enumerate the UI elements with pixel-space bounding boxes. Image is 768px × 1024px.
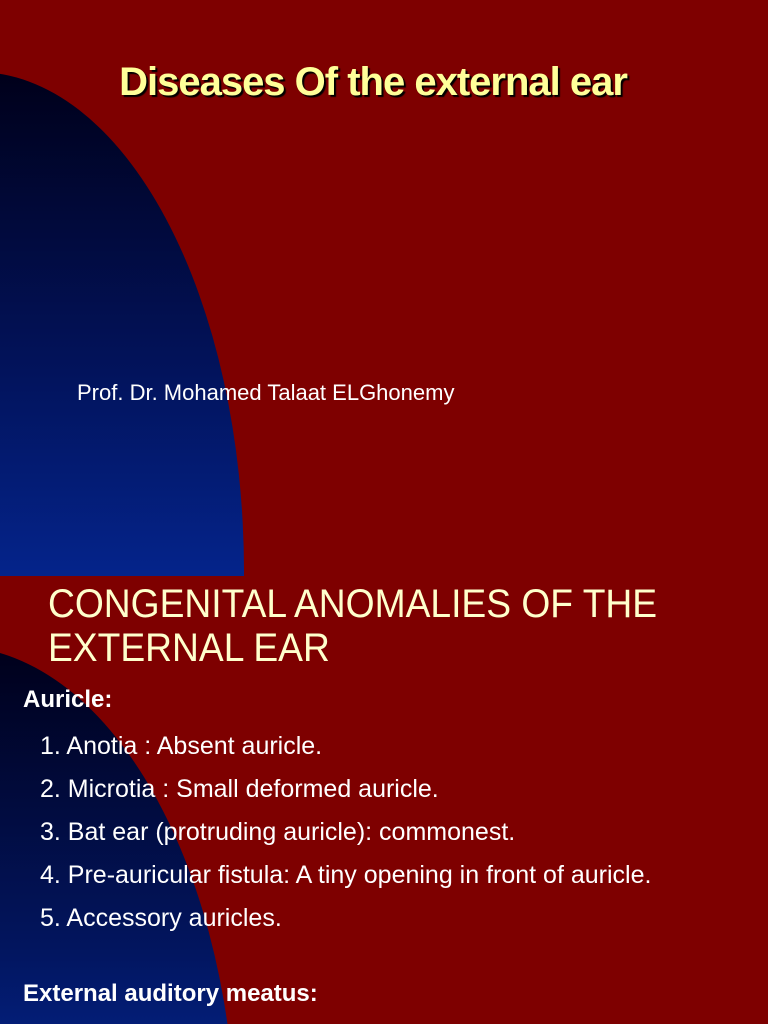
section-title: CONGENITAL ANOMALIES OF THE EXTERNAL EAR — [48, 582, 658, 670]
list-item: 3. Bat ear (protruding auricle): commonest. — [40, 818, 516, 846]
list-item: 4. Pre-auricular fistula: A tiny opening in front of auricle. — [40, 861, 652, 889]
list-item: 2. Microtia : Small deformed auricle. — [40, 775, 439, 803]
slide-title: Diseases Of the external ear — [119, 60, 627, 104]
meatus-heading: External auditory meatus: — [23, 980, 318, 1007]
congenital-anomalies-slide — [0, 576, 768, 1024]
author-name: Prof. Dr. Mohamed Talaat ELGhonemy — [77, 380, 455, 405]
decorative-blue-arc — [0, 72, 244, 576]
list-item: 5. Accessory auricles. — [40, 904, 282, 932]
auricle-anomaly-list — [40, 728, 700, 943]
list-item: 1. Anotia : Absent auricle. — [40, 732, 323, 760]
auricle-heading: Auricle: — [23, 686, 113, 713]
